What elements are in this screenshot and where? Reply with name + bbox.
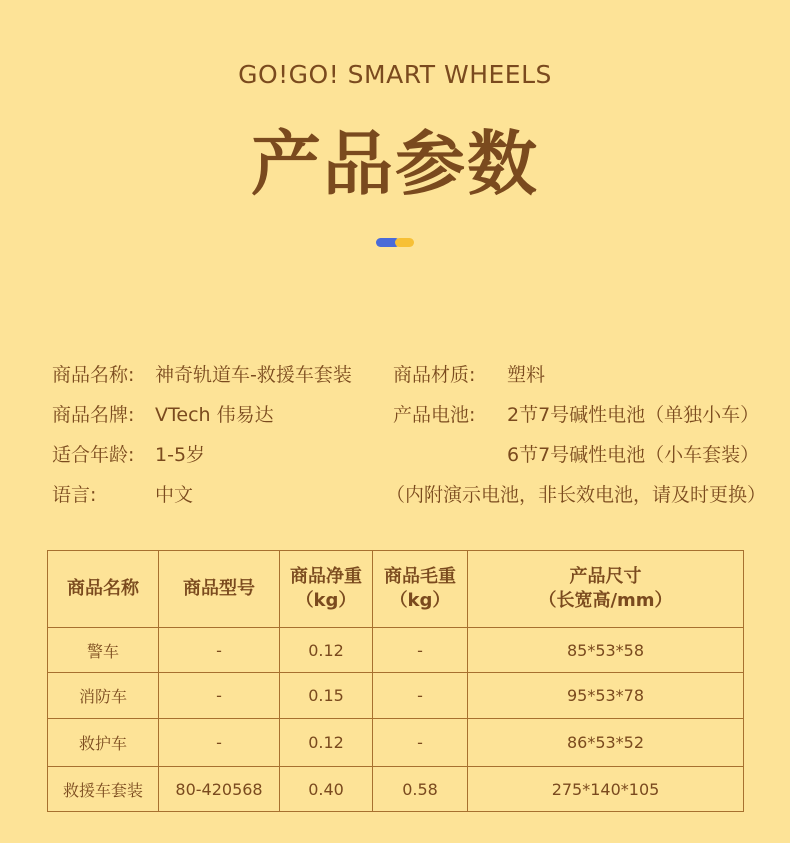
table-header-row: [48, 551, 744, 628]
table-row: [48, 673, 744, 719]
table-row: [48, 767, 744, 812]
cell-model: -: [159, 719, 280, 767]
header-product-name: 商品名称: [48, 551, 159, 628]
cell-dimensions: 86*53*52: [468, 719, 744, 767]
cell-net-weight: 0.40: [280, 767, 373, 812]
spec-material-label: 商品材质:: [393, 364, 476, 386]
cell-name: 消防车: [48, 673, 159, 719]
brand-subtitle: GO!GO! SMART WHEELS: [238, 60, 552, 89]
cell-dimensions: 275*140*105: [468, 767, 744, 812]
cell-net-weight: 0.12: [280, 628, 373, 673]
spec-material-value: 塑料: [507, 364, 546, 386]
header-model: 商品型号: [159, 551, 280, 628]
header-gross-weight: 商品毛重 （kg）: [373, 551, 468, 628]
cell-name: 救护车: [48, 719, 159, 767]
spec-name-label: 商品名称:: [52, 364, 135, 386]
cell-net-weight: 0.15: [280, 673, 373, 719]
spec-brand-label: 商品名牌:: [52, 404, 135, 426]
pagination-dots: [376, 238, 414, 247]
spec-age-value: 1-5岁: [155, 444, 206, 466]
cell-model: 80-420568: [159, 767, 280, 812]
cell-gross-weight: 0.58: [373, 767, 468, 812]
product-table: [47, 550, 744, 812]
table-row: [48, 628, 744, 673]
cell-dimensions: 85*53*58: [468, 628, 744, 673]
spec-brand-value: VTech 伟易达: [155, 404, 274, 426]
table-row: [48, 719, 744, 767]
spec-battery-value-1: 2节7号碱性电池（单独小车）: [507, 404, 760, 426]
cell-dimensions: 95*53*78: [468, 673, 744, 719]
spec-battery-value-2: 6节7号碱性电池（小车套装）: [507, 444, 760, 466]
spec-lang-label: 语言:: [52, 484, 97, 506]
cell-name: 救援车套装: [48, 767, 159, 812]
spec-battery-label: 产品电池:: [393, 404, 476, 426]
spec-age-label: 适合年龄:: [52, 444, 135, 466]
spec-lang-value: 中文: [155, 484, 194, 506]
spec-name-value: 神奇轨道车-救援车套装: [155, 364, 352, 386]
page-title: 产品参数: [251, 123, 539, 205]
inactive-dot: [395, 238, 414, 247]
cell-model: -: [159, 673, 280, 719]
cell-net-weight: 0.12: [280, 719, 373, 767]
cell-gross-weight: -: [373, 628, 468, 673]
cell-gross-weight: -: [373, 719, 468, 767]
cell-model: -: [159, 628, 280, 673]
spec-battery-note: （内附演示电池，非长效电池，请及时更换）: [386, 484, 767, 506]
header-dimensions: 产品尺寸 （长宽高/mm）: [468, 551, 744, 628]
cell-gross-weight: -: [373, 673, 468, 719]
cell-name: 警车: [48, 628, 159, 673]
header-net-weight: 商品净重 （kg）: [280, 551, 373, 628]
